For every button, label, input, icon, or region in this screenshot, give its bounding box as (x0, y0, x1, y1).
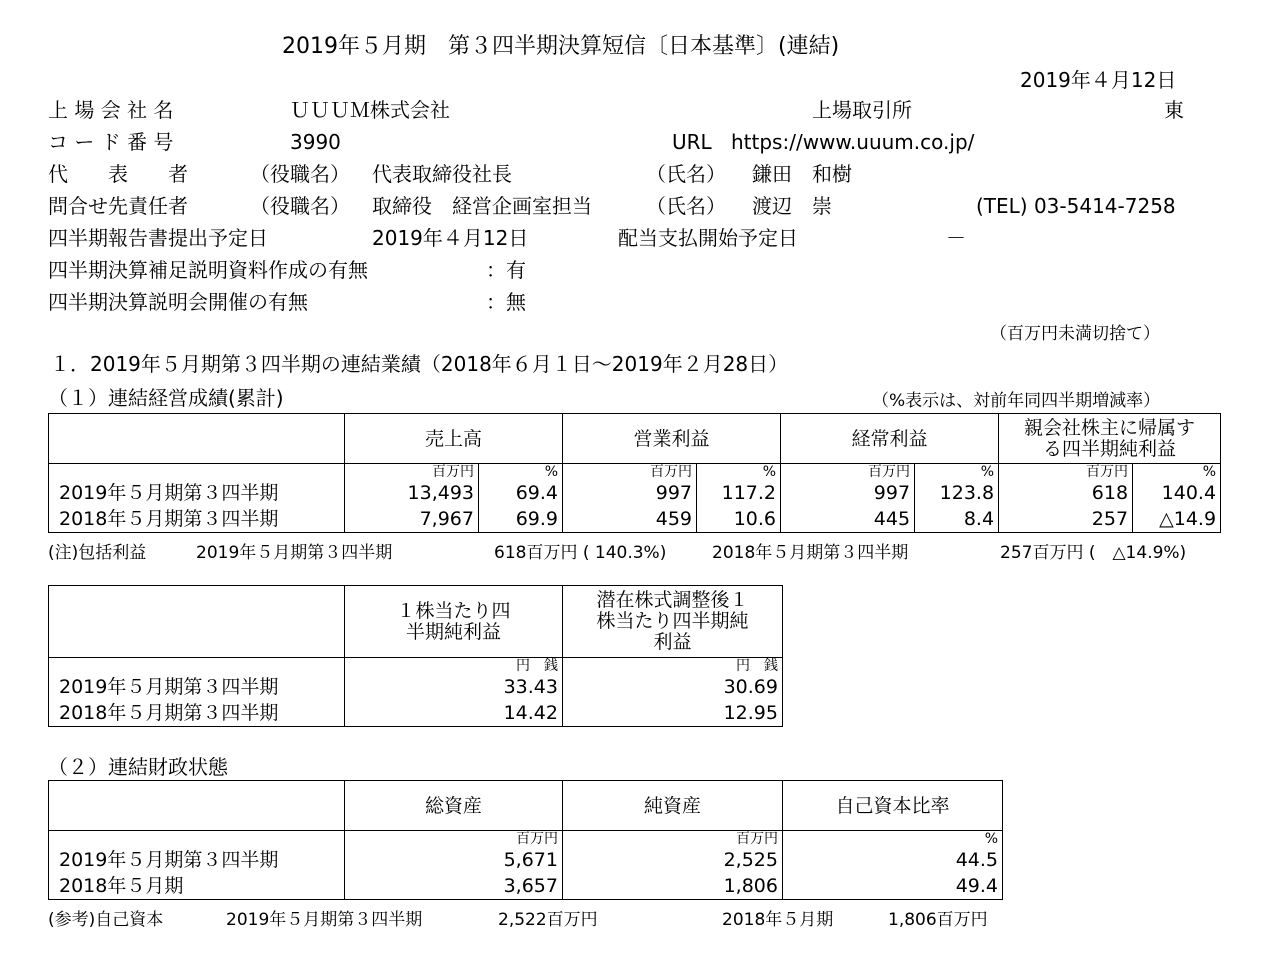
table-cell: 30.69 (563, 674, 783, 700)
report-date-label: 四半期報告書提出予定日 (48, 226, 268, 250)
col-header-eps: １株当たり四半期純利益 (345, 586, 563, 658)
table-cell: △14.9 (1133, 506, 1221, 533)
financial-position-heading: （２）連結財政状態 (48, 755, 228, 779)
rep-name-label: （氏名） (646, 162, 726, 186)
unit-label: 百万円 (563, 831, 783, 848)
url-link[interactable]: https://www.uuum.co.jp/ (731, 130, 975, 154)
announcement-date: 2019年４月12日 (1020, 68, 1177, 92)
unit-label: 百万円 (999, 464, 1133, 481)
operating-results-table (48, 413, 1221, 533)
supplementary-label: 四半期決算補足説明資料作成の有無 (48, 258, 368, 282)
code-label: コ ー ド 番 号 (48, 130, 174, 154)
table-row (49, 700, 783, 727)
exchange-value: 東 (1164, 98, 1184, 122)
briefing-label: 四半期決算説明会開催の有無 (48, 290, 308, 314)
reference-value-1: 2,522百万円 (498, 910, 598, 930)
col-header-net-income: 親会社株主に帰属する四半期純利益 (999, 414, 1221, 464)
rep-title: 代表取締役社長 (372, 162, 512, 186)
table-row (49, 506, 1221, 533)
table-cell: 618 (999, 480, 1133, 506)
report-date: 2019年４月12日 (372, 226, 529, 250)
col-header-equity-ratio: 自己資本比率 (783, 781, 1003, 831)
reference-value-2: 1,806百万円 (888, 910, 988, 930)
table-cell: 13,493 (345, 480, 479, 506)
supplementary-value: ：有 (486, 258, 526, 282)
eps-table (48, 585, 783, 727)
table-cell: 12.95 (563, 700, 783, 727)
table-cell: 445 (781, 506, 915, 533)
note-prefix: (注)包括利益 (48, 543, 147, 563)
representative-label: 代 表 者 (48, 162, 188, 186)
unit-note: （百万円未満切捨て） (990, 324, 1160, 344)
rep-name: 鎌田 和樹 (752, 162, 852, 186)
code-value: 3990 (290, 130, 341, 154)
unit-label: 百万円 (345, 831, 563, 848)
table-cell: 997 (563, 480, 697, 506)
unit-label: 円 銭 (563, 658, 783, 675)
unit-label: 百万円 (345, 464, 479, 481)
row-label: 2018年５月期 (49, 873, 345, 900)
company-name: ＵＵＵＭ株式会社 (290, 98, 450, 122)
table-cell: 997 (781, 480, 915, 506)
unit-label: % (1133, 464, 1221, 481)
table-row (49, 480, 1221, 506)
table-cell: 1,806 (563, 873, 783, 900)
contact-title: 取締役 経営企画室担当 (372, 194, 592, 218)
col-header-diluted-eps: 潜在株式調整後１株当たり四半期純利益 (563, 586, 783, 658)
unit-label: 百万円 (563, 464, 697, 481)
table-cell: 69.9 (479, 506, 563, 533)
table-cell: 140.4 (1133, 480, 1221, 506)
contact-title-label: （役職名） (250, 194, 350, 218)
table-row (49, 847, 1003, 873)
note-period-2: 2018年５月期第３四半期 (712, 543, 909, 563)
table-row (49, 873, 1003, 900)
briefing-value: ：無 (486, 290, 526, 314)
col-header-operating-income: 営業利益 (563, 414, 781, 464)
unit-label: 百万円 (781, 464, 915, 481)
dividend-date-label: 配当支払開始予定日 (618, 226, 798, 250)
operating-results-heading: （１）連結経営成績(累計) (48, 386, 284, 410)
table-cell: 2,525 (563, 847, 783, 873)
table-cell: 7,967 (345, 506, 479, 533)
table-cell: 14.42 (345, 700, 563, 727)
table-cell: 44.5 (783, 847, 1003, 873)
table-cell: 5,671 (345, 847, 563, 873)
col-header-ordinary-income: 経常利益 (781, 414, 999, 464)
col-header-sales: 売上高 (345, 414, 563, 464)
percentage-note: （%表示は、対前年同四半期増減率） (872, 391, 1161, 411)
row-label: 2019年５月期第３四半期 (49, 847, 345, 873)
row-label: 2018年５月期第３四半期 (49, 700, 345, 727)
table-cell: 10.6 (697, 506, 781, 533)
row-label: 2019年５月期第３四半期 (49, 674, 345, 700)
unit-label: % (479, 464, 563, 481)
table-row (49, 674, 783, 700)
financial-position-table (48, 780, 1003, 900)
row-label: 2019年５月期第３四半期 (49, 480, 345, 506)
dividend-date: － (946, 226, 966, 250)
reference-prefix: (参考)自己資本 (48, 910, 164, 930)
table-cell: 33.43 (345, 674, 563, 700)
col-header-net-assets: 純資産 (563, 781, 783, 831)
rep-title-label: （役職名） (250, 162, 350, 186)
unit-label: % (783, 831, 1003, 848)
reference-period-1: 2019年５月期第３四半期 (226, 910, 423, 930)
note-period-1: 2019年５月期第３四半期 (196, 543, 393, 563)
table-cell: 3,657 (345, 873, 563, 900)
col-header-total-assets: 総資産 (345, 781, 563, 831)
contact-name-label: （氏名） (646, 194, 726, 218)
telephone: (TEL) 03-5414-7258 (976, 194, 1176, 218)
note-value-2: 257百万円 ( △14.9%) (1000, 543, 1187, 563)
table-cell: 257 (999, 506, 1133, 533)
unit-label: 円 銭 (345, 658, 563, 675)
contact-label: 問合せ先責任者 (48, 194, 188, 218)
row-label: 2018年５月期第３四半期 (49, 506, 345, 533)
document-title: 2019年５月期 第３四半期決算短信〔日本基準〕(連結) (282, 34, 840, 59)
unit-label: % (915, 464, 999, 481)
contact-name: 渡辺 崇 (752, 194, 832, 218)
table-cell: 117.2 (697, 480, 781, 506)
table-cell: 69.4 (479, 480, 563, 506)
table-cell: 459 (563, 506, 697, 533)
note-value-1: 618百万円 ( 140.3%) (494, 543, 667, 563)
table-cell: 49.4 (783, 873, 1003, 900)
unit-label: % (697, 464, 781, 481)
table-cell: 8.4 (915, 506, 999, 533)
section-heading: １．2019年５月期第３四半期の連結業績（2018年６月１日～2019年２月28日） (50, 352, 789, 376)
url-label: URL (672, 130, 712, 154)
company-name-label: 上 場 会 社 名 (48, 98, 174, 122)
exchange-label: 上場取引所 (812, 98, 912, 122)
reference-period-2: 2018年５月期 (722, 910, 834, 930)
table-cell: 123.8 (915, 480, 999, 506)
